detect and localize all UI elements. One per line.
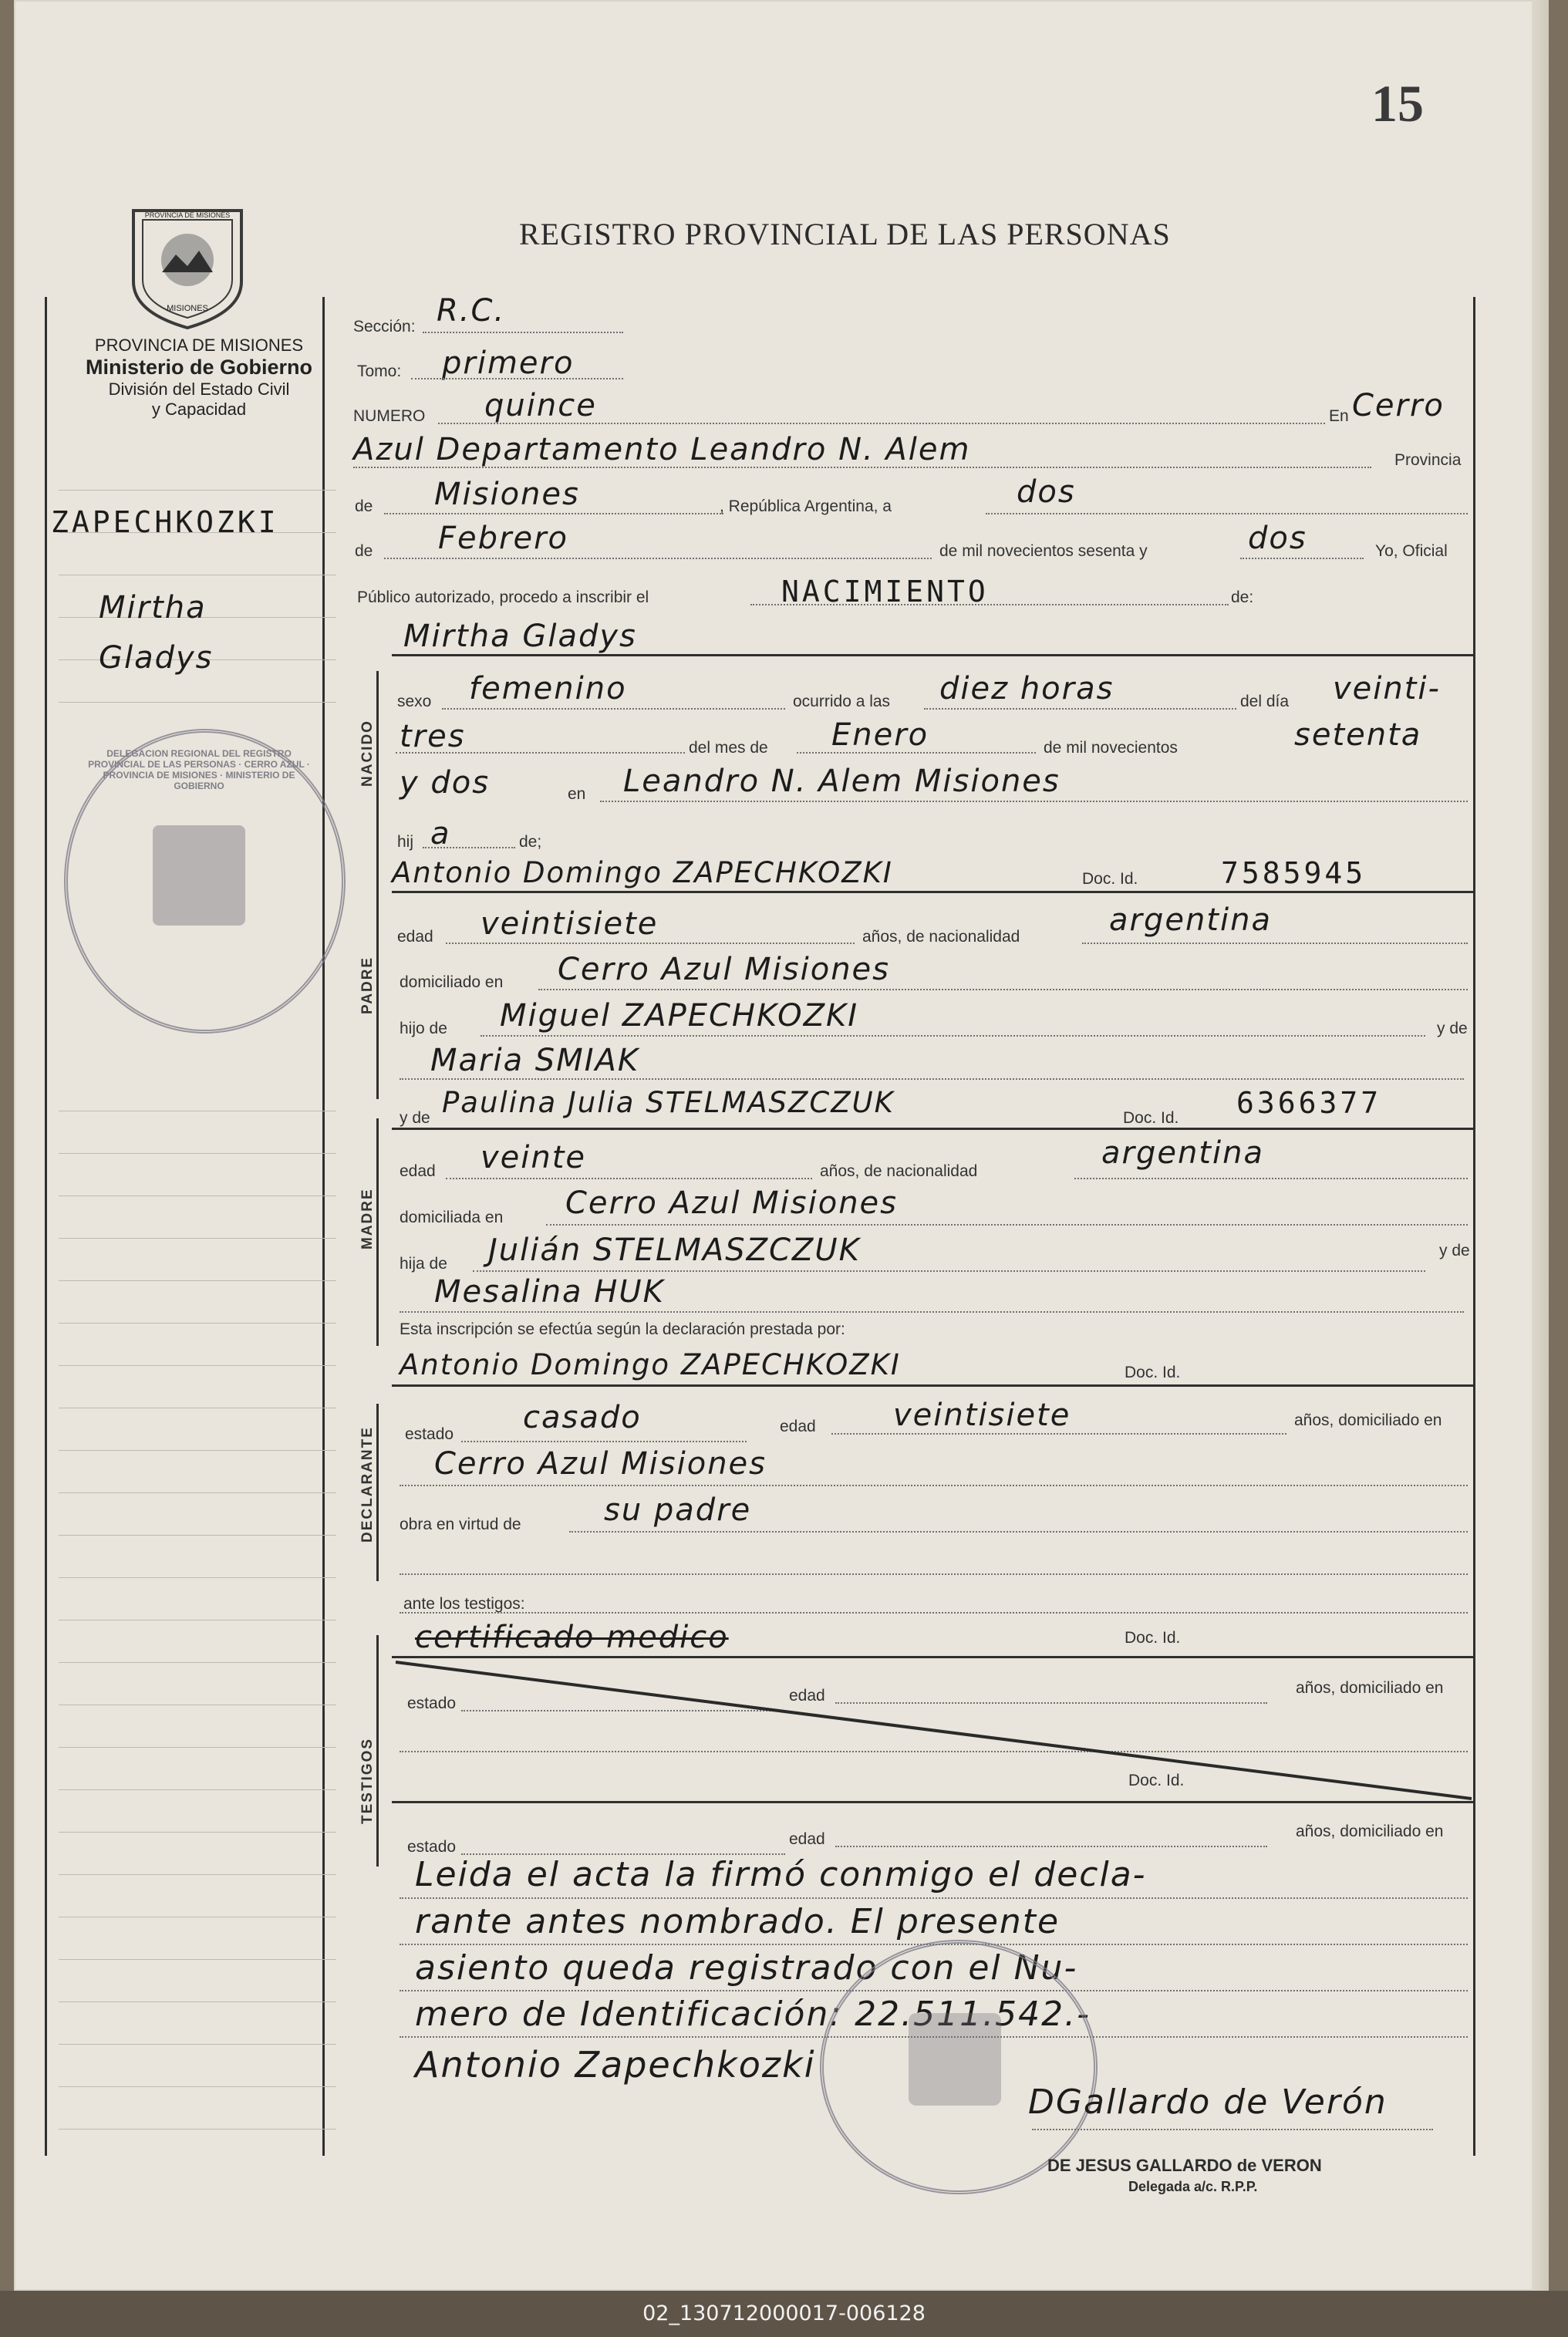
label-hijo-de: hijo de (400, 1020, 447, 1037)
label-sexo: sexo (397, 693, 432, 710)
label-testigo-estado-2: estado (407, 1838, 457, 1856)
value-lugar-nac: Leandro N. Alem Misiones (623, 764, 1061, 799)
label-de-mil-2: de mil novecientos (1044, 739, 1178, 757)
value-mes: Febrero (438, 521, 568, 556)
label-testigo-estado-1: estado (407, 1695, 457, 1712)
value-decl-obra: su padre (604, 1492, 752, 1528)
label-de-mil: de mil novecientos sesenta y (939, 542, 1148, 560)
value-seccion: R.C. (437, 293, 506, 329)
section-testigos: TESTIGOS (359, 1737, 376, 1824)
label-padre-doc: Doc. Id. (1082, 870, 1138, 888)
official-signature: DGallardo de Verón (1028, 2082, 1388, 2122)
value-abuelo-pat: Miguel ZAPECHKOZKI (500, 998, 859, 1034)
label-y-de-3: y de (1439, 1242, 1470, 1260)
margin-left-border (45, 297, 47, 2156)
value-sexo: femenino (469, 671, 627, 706)
label-madre-dom: domiciliada en (400, 1209, 504, 1226)
value-abuelo-mat: Julián STELMASZCZUK (488, 1233, 861, 1268)
value-anio: dos (1248, 521, 1307, 556)
value-anio-nac-2: y dos (400, 765, 491, 801)
stamp-text: DELEGACION REGIONAL DEL REGISTRO PROVINCIAL DE LAS PERSONAS · CERRO AZUL · PROVINCIA DE MISIONES · MINISTERIO DE GOBIERNO (88, 748, 310, 791)
section-declarante: DECLARANTE (359, 1426, 376, 1543)
label-numero: NUMERO (353, 407, 426, 425)
value-madre-doc: 6366377 (1236, 1086, 1382, 1120)
label-padre-edad: edad (397, 928, 433, 946)
label-testigo-edad-1: edad (789, 1687, 825, 1705)
value-padre-doc: 7585945 (1221, 856, 1367, 890)
label-testigo-anos-2: años, domiciliado en (1296, 1823, 1444, 1840)
label-seccion: Sección: (353, 318, 416, 336)
label-de-1: de (355, 497, 373, 515)
label-yo-oficial: Yo, Oficial (1375, 542, 1448, 560)
value-abuela-pat: Maria SMIAK (430, 1043, 640, 1078)
label-testigo-edad-2: edad (789, 1830, 825, 1848)
obs-line-4: mero de Identificación: 22.511.542.- (415, 1995, 1091, 2034)
cancel-diagonal (392, 1656, 1475, 1802)
obs-line-1: Leida el acta la firmó conmigo el decla- (415, 1855, 1147, 1894)
value-numero: quince (484, 388, 597, 423)
label-provincia: Provincia (1394, 451, 1462, 469)
value-madre: Paulina Julia STELMASZCZUK (442, 1086, 895, 1119)
section-padre: PADRE (359, 956, 376, 1014)
stamp-center-icon (153, 825, 245, 926)
label-del-dia: del día (1240, 693, 1290, 710)
value-dia-nac-2: tres (400, 719, 466, 754)
seal-top-text: PROVINCIA DE MISIONES (144, 211, 231, 219)
label-esta-insc: Esta inscripción se efectúa según la declaración prestada por: (400, 1320, 845, 1338)
label-en: En (1329, 407, 1349, 425)
page-right-border (1473, 297, 1475, 2156)
label-testigo-doc-2: Doc. Id. (1128, 1772, 1185, 1789)
value-padre-dom: Cerro Azul Misiones (558, 952, 891, 987)
value-dia: dos (1017, 474, 1076, 510)
value-mes-nac: Enero (831, 717, 929, 753)
signature-stamp-center-icon (909, 2013, 1001, 2106)
official-name: DE JESUS GALLARDO de VERON (1047, 2156, 1322, 2175)
value-en: Cerro (1352, 388, 1445, 423)
value-padre-edad: veintisiete (481, 906, 659, 942)
margin-name-2: Gladys (99, 640, 214, 676)
seal-bottom-text: MISIONES (167, 304, 208, 313)
value-padre: Antonio Domingo ZAPECHKOZKI (392, 856, 893, 889)
official-role: Delegada a/c. R.P.P. (1128, 2179, 1258, 2194)
header-block (45, 336, 353, 420)
margin-right-border (322, 297, 325, 2156)
label-padre-dom: domiciliado en (400, 973, 504, 991)
value-dia-nac: veinti- (1333, 671, 1441, 706)
label-decl-anos: años, domiciliado en (1294, 1411, 1442, 1429)
page-title: REGISTRO PROVINCIAL DE LAS PERSONAS (519, 217, 1171, 251)
value-lugar: Azul Departamento Leandro N. Alem (353, 432, 971, 467)
label-publico: Público autorizado, procedo a inscribir el (357, 588, 649, 606)
header-province: PROVINCIA DE MISIONES (94, 336, 304, 355)
label-hija-de: hija de (400, 1255, 447, 1273)
margin-surname: ZAPECHKOZKI (51, 505, 279, 539)
label-de-2: de (355, 542, 373, 560)
value-madre-dom: Cerro Azul Misiones (565, 1185, 899, 1221)
value-madre-nac: argentina (1101, 1135, 1264, 1171)
value-decl-dom: Cerro Azul Misiones (434, 1446, 767, 1482)
label-del-mes: del mes de (689, 739, 768, 757)
header-division: División del Estado Civil (108, 379, 290, 399)
province-seal-icon (122, 197, 253, 332)
label-ante: ante los testigos: (403, 1595, 525, 1613)
page-number: 15 (1371, 74, 1424, 133)
section-madre: MADRE (359, 1188, 376, 1249)
section-nacido: NACIDO (359, 720, 376, 787)
value-abuela-mat: Mesalina HUK (434, 1274, 665, 1310)
label-testigo-anos-1: años, domiciliado en (1296, 1679, 1444, 1697)
obs-line-2: rante antes nombrado. El presente (415, 1902, 1061, 1941)
label-testigo-doc-1: Doc. Id. (1125, 1629, 1181, 1647)
value-anio-nac: setenta (1294, 717, 1422, 753)
label-madre-doc: Doc. Id. (1123, 1109, 1179, 1127)
label-madre-anos: años, de nacionalidad (820, 1162, 978, 1180)
register-page (14, 0, 1549, 2291)
value-testigo-1: certificado medico (415, 1620, 729, 1655)
label-obra: obra en virtud de (400, 1516, 521, 1533)
label-y-de-madre: y de (400, 1109, 430, 1127)
value-hora: diez horas (939, 671, 1114, 706)
declarant-signature: Antonio Zapechkozki (415, 2044, 816, 2086)
label-decl-doc: Doc. Id. (1125, 1364, 1181, 1381)
label-de-acto: de: (1231, 588, 1254, 606)
value-decl-estado: casado (523, 1400, 642, 1435)
label-en-2: en (568, 785, 586, 803)
value-provincia: Misiones (434, 477, 580, 512)
value-padre-nac: argentina (1109, 902, 1272, 938)
label-decl-estado: estado (405, 1425, 454, 1443)
header-division-2: y Capacidad (151, 400, 247, 419)
value-hij-suffix: a (430, 816, 451, 852)
label-y-de: y de (1437, 1020, 1468, 1037)
label-ocurrido: ocurrido a las (793, 693, 891, 710)
label-padre-anos: años, de nacionalidad (862, 928, 1020, 946)
label-tomo: Tomo: (357, 363, 402, 380)
value-madre-edad: veinte (481, 1140, 587, 1175)
label-de-3: de; (519, 833, 542, 851)
value-tomo: primero (442, 346, 575, 381)
margin-name-1: Mirtha (99, 590, 207, 626)
value-declarante: Antonio Domingo ZAPECHKOZKI (400, 1348, 901, 1381)
image-caption: 02_130712000017-006128 (0, 2291, 1568, 2337)
value-acto: NACIMIENTO (781, 575, 989, 609)
label-madre-edad: edad (400, 1162, 436, 1180)
label-hij: hij (397, 833, 414, 851)
value-nombre: Mirtha Gladys (403, 619, 637, 654)
registry-stamp (64, 729, 346, 1034)
label-republica: , República Argentina, a (720, 497, 892, 515)
label-decl-edad: edad (780, 1418, 816, 1435)
page-edge (1532, 0, 1549, 2291)
value-decl-edad: veintisiete (893, 1398, 1071, 1433)
obs-line-3: asiento queda registrado con el Nu- (415, 1948, 1078, 1988)
header-ministry: Ministerio de Gobierno (85, 356, 313, 379)
